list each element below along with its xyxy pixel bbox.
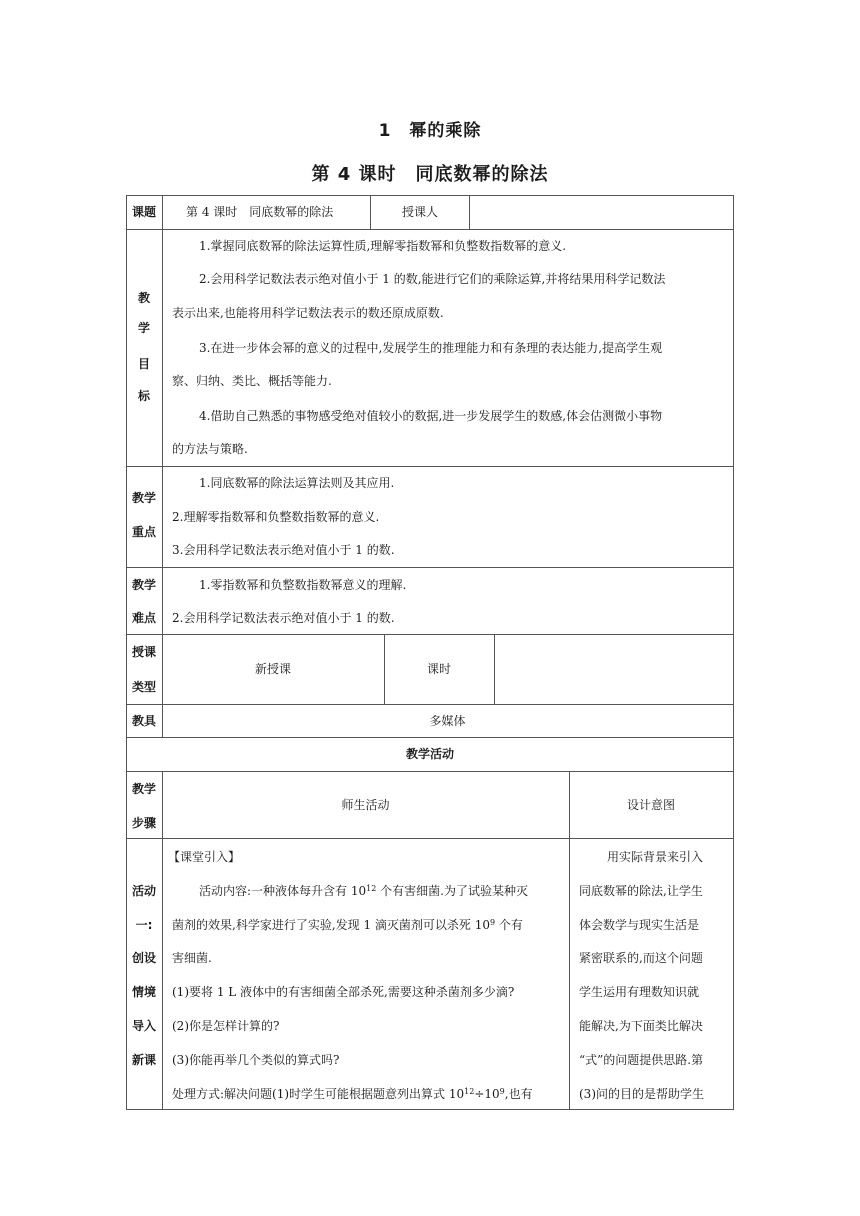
- diff-line: 2.会用科学记数法表示绝对值小于 1 的数.: [172, 611, 395, 625]
- act1-label: 一:: [135, 918, 153, 932]
- act1-line: 害细菌.: [172, 951, 212, 965]
- activity-header: 教学活动: [405, 747, 454, 761]
- diff-label-1: 教学: [131, 578, 156, 592]
- intent-header: 设计意图: [626, 798, 675, 812]
- act1-label: 创设: [131, 951, 156, 965]
- type-label-1: 授课: [131, 645, 156, 659]
- diff-line: 1.零指数幂和负整数指数幂意义的理解.: [199, 578, 407, 592]
- act1-process: 处理方式:解决问题(1)时学生可能根据题意列出算式 $10^{12}\div 10^9$,也有: [172, 1087, 533, 1101]
- hours-label: 课时: [426, 662, 451, 676]
- intent-line: 同底数幂的除法,让学生: [579, 884, 703, 898]
- goals-label-4: 标: [137, 389, 150, 403]
- act1-intro: 【课堂引入】: [168, 850, 241, 864]
- act1-label: 活动: [131, 884, 156, 898]
- goal-line: 4.借助自己熟悉的事物感受绝对值较小的数据,进一步发展学生的数感,体会估测微小事物: [199, 409, 663, 423]
- intent-line: 用实际背景来引入: [607, 850, 704, 864]
- intent-line: (3)问的目的是帮助学生: [579, 1087, 704, 1101]
- act1-question: (1)要将 1 L 液体中的有害细菌全部杀死,需要这种杀菌剂多少滴?: [172, 985, 515, 999]
- intent-line: 能解决,为下面类比解决: [579, 1019, 703, 1033]
- key-line: 1.同底数幂的除法运算法则及其应用.: [199, 476, 395, 490]
- key-label-2: 重点: [131, 525, 156, 539]
- intent-line: 紧密联系的,而这个问题: [579, 951, 703, 965]
- teacher-activity-header: 师生活动: [341, 798, 390, 812]
- tools-value: 多媒体: [429, 714, 466, 728]
- act1-question: (3)你能再举几个类似的算式吗?: [172, 1053, 340, 1067]
- topic-value: 第 4 课时 同底数幂的除法: [186, 205, 334, 219]
- goals-label-3: 目: [137, 357, 150, 371]
- act1-line: 活动内容:一种液体每升含有 $10^{12}$ 个有害细菌.为了试验某种灭: [199, 884, 528, 898]
- teacher-label: 授课人: [401, 205, 438, 219]
- goal-line: 2.会用科学记数法表示绝对值小于 1 的数,能进行它们的乘除运算,并将结果用科学记数法: [199, 272, 666, 286]
- steps-label-2: 步骤: [131, 816, 156, 830]
- act1-question: (2)你是怎样计算的?: [172, 1019, 280, 1033]
- topic-label: 课题: [131, 205, 156, 219]
- act1-label: 导入: [131, 1019, 156, 1033]
- key-line: 3.会用科学记数法表示绝对值小于 1 的数.: [172, 543, 395, 557]
- intent-line: “式”的问题提供思路.第: [579, 1053, 704, 1067]
- goal-line: 表示出来,也能将用科学记数法表示的数还原成原数.: [172, 306, 444, 320]
- goals-label-2: 学: [137, 321, 150, 335]
- steps-label-1: 教学: [131, 782, 156, 796]
- act1-line: 菌剂的效果,科学家进行了实验,发现 1 滴灭菌剂可以杀死 $10^9$ 个有: [172, 918, 523, 932]
- goal-line: 的方法与策略.: [172, 442, 248, 456]
- chapter-title: 1 幂的乘除: [378, 121, 482, 141]
- goal-line: 3.在进一步体会幂的意义的过程中,发展学生的推理能力和有条理的表达能力,提高学生观: [199, 341, 663, 355]
- goal-line: 1.掌握同底数幂的除法运算性质,理解零指数幂和负整数指数幂的意义.: [199, 239, 567, 253]
- intent-line: 学生运用有理数知识就: [579, 985, 700, 999]
- type-label-2: 类型: [131, 680, 156, 694]
- goal-line: 察、归纳、类比、概括等能力.: [172, 374, 332, 388]
- key-label-1: 教学: [131, 491, 156, 505]
- key-line: 2.理解零指数幂和负整数指数幂的意义.: [172, 510, 380, 524]
- tools-label: 教具: [131, 714, 156, 728]
- type-value: 新授课: [254, 662, 291, 676]
- act1-label: 情境: [131, 985, 156, 999]
- act1-label: 新课: [131, 1053, 156, 1067]
- diff-label-2: 难点: [131, 611, 156, 625]
- lesson-title: 第 4 课时 同底数幂的除法: [311, 164, 549, 185]
- goals-label-1: 教: [137, 291, 150, 305]
- intent-line: 体会数学与现实生活是: [579, 918, 700, 932]
